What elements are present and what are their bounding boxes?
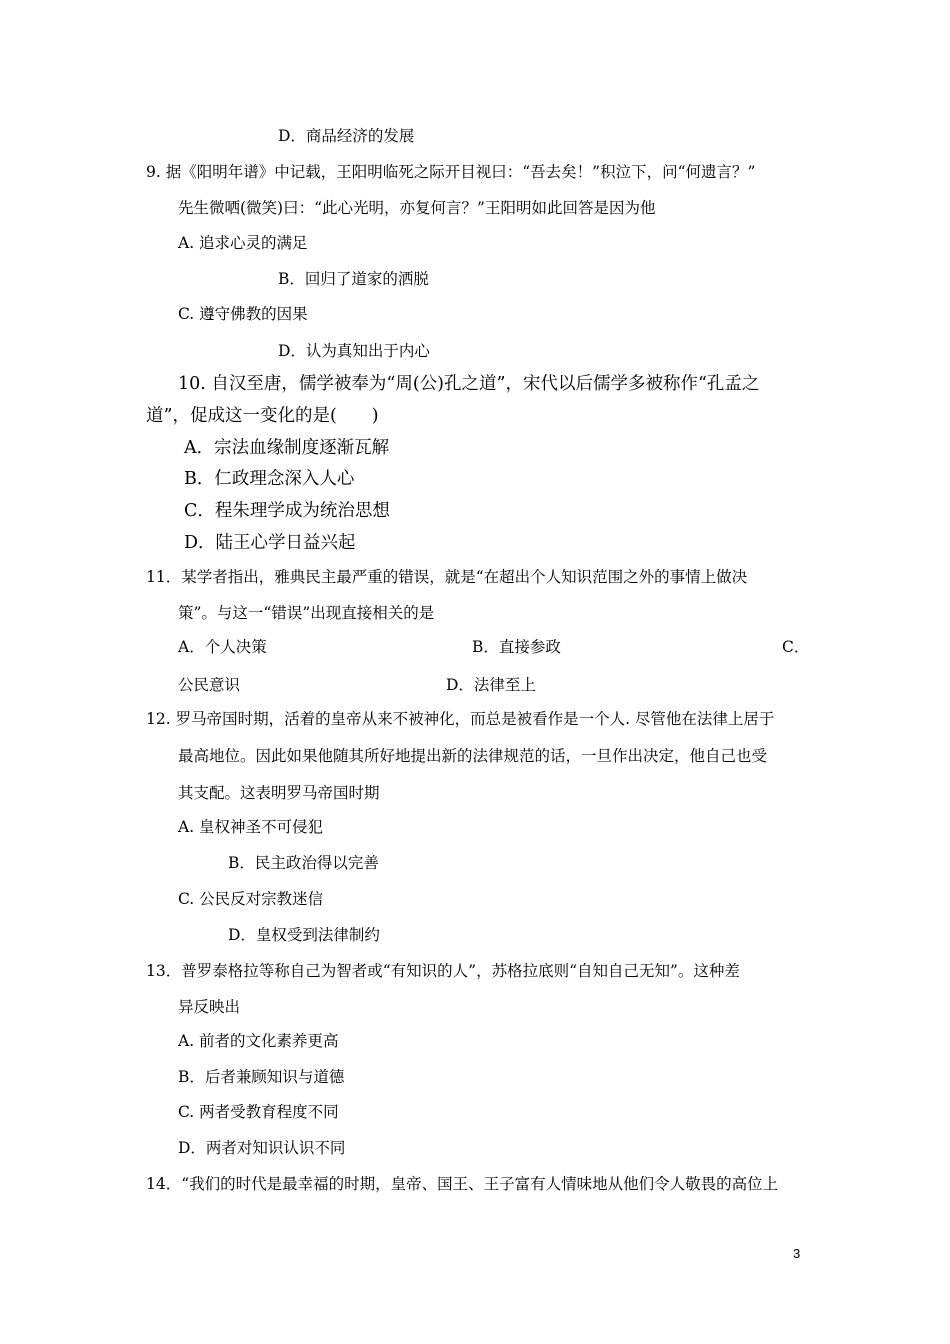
q9-option-b: B．回归了道家的洒脱 <box>278 270 429 288</box>
q10-option-b: B．仁政理念深入人心 <box>184 469 355 489</box>
page-number: 3 <box>793 1246 801 1261</box>
q12-option-a: A. 皇权神圣不可侵犯 <box>178 818 324 836</box>
q9-stem-line1: 9. 据《阳明年谱》中记载，王阳明临死之际开目视曰：“吾去矣！”积泣下，问“何遗言？” <box>146 163 756 181</box>
q9-stem-line2: 先生微哂(微笑)曰：“此心光明，亦复何言？”王阳明如此回答是因为他 <box>178 199 656 217</box>
q10-stem-line1: 10. 自汉至唐，儒学被奉为“周(公)孔之道”，宋代以后儒学多被称作“孔孟之 <box>178 374 760 394</box>
q12-stem-line1: 12. 罗马帝国时期，活着的皇帝从来不被神化，而总是被看作是一个人. 尽管他在法律上居于 <box>146 710 775 728</box>
q10-option-d: D．陆王心学日益兴起 <box>184 533 356 553</box>
q11-option-b: B．直接参政 <box>472 638 561 656</box>
q13-option-b: B．后者兼顾知识与道德 <box>178 1068 345 1086</box>
q9-option-a: A. 追求心灵的满足 <box>178 234 308 252</box>
q12-option-d: D．皇权受到法律制约 <box>228 926 380 944</box>
q13-stem-line1: 13．普罗泰格拉等称自己为智者或“有知识的人”，苏格拉底则“自知自己无知”。这种差 <box>146 962 740 980</box>
q10-stem-line2: 道”，促成这一变化的是( ) <box>146 406 379 426</box>
q11-option-d: D．法律至上 <box>446 676 536 694</box>
q11-option-c-text: 公民意识 <box>178 676 241 694</box>
q13-option-d: D．两者对知识认识不同 <box>178 1139 346 1157</box>
q12-option-b: B．民主政治得以完善 <box>228 854 379 872</box>
q13-option-a: A. 前者的文化素养更高 <box>178 1032 339 1050</box>
q9-option-d: D．认为真知出于内心 <box>278 342 430 360</box>
q12-option-c: C. 公民反对宗教迷信 <box>178 890 324 908</box>
q11-option-c-letter: C． <box>782 638 810 656</box>
q12-stem-line3: 其支配。这表明罗马帝国时期 <box>178 784 380 802</box>
q14-stem-line1: 14．“我们的时代是最幸福的时期，皇帝、国王、王子富有人情味地从他们令人敬畏的高位上 <box>146 1175 779 1193</box>
q12-stem-line2: 最高地位。因此如果他随其所好地提出新的法律规范的话，一旦作出决定，他自己也受 <box>178 747 768 765</box>
q10-option-a: A．宗法血缘制度逐渐瓦解 <box>184 438 390 458</box>
q13-option-c: C. 两者受教育程度不同 <box>178 1103 339 1121</box>
q11-stem-line2: 策”。与这一“错误”出现直接相关的是 <box>178 604 435 622</box>
q9-option-c: C. 遵守佛教的因果 <box>178 305 308 323</box>
q11-option-a: A．个人决策 <box>178 638 267 656</box>
q8-option-d: D．商品经济的发展 <box>278 127 415 145</box>
q11-stem-line1: 11．某学者指出，雅典民主最严重的错误，就是“在超出个人知识范围之外的事情上做决 <box>146 568 748 586</box>
q13-stem-line2: 异反映出 <box>178 998 241 1016</box>
q10-option-c: C．程朱理学成为统治思想 <box>184 501 390 521</box>
